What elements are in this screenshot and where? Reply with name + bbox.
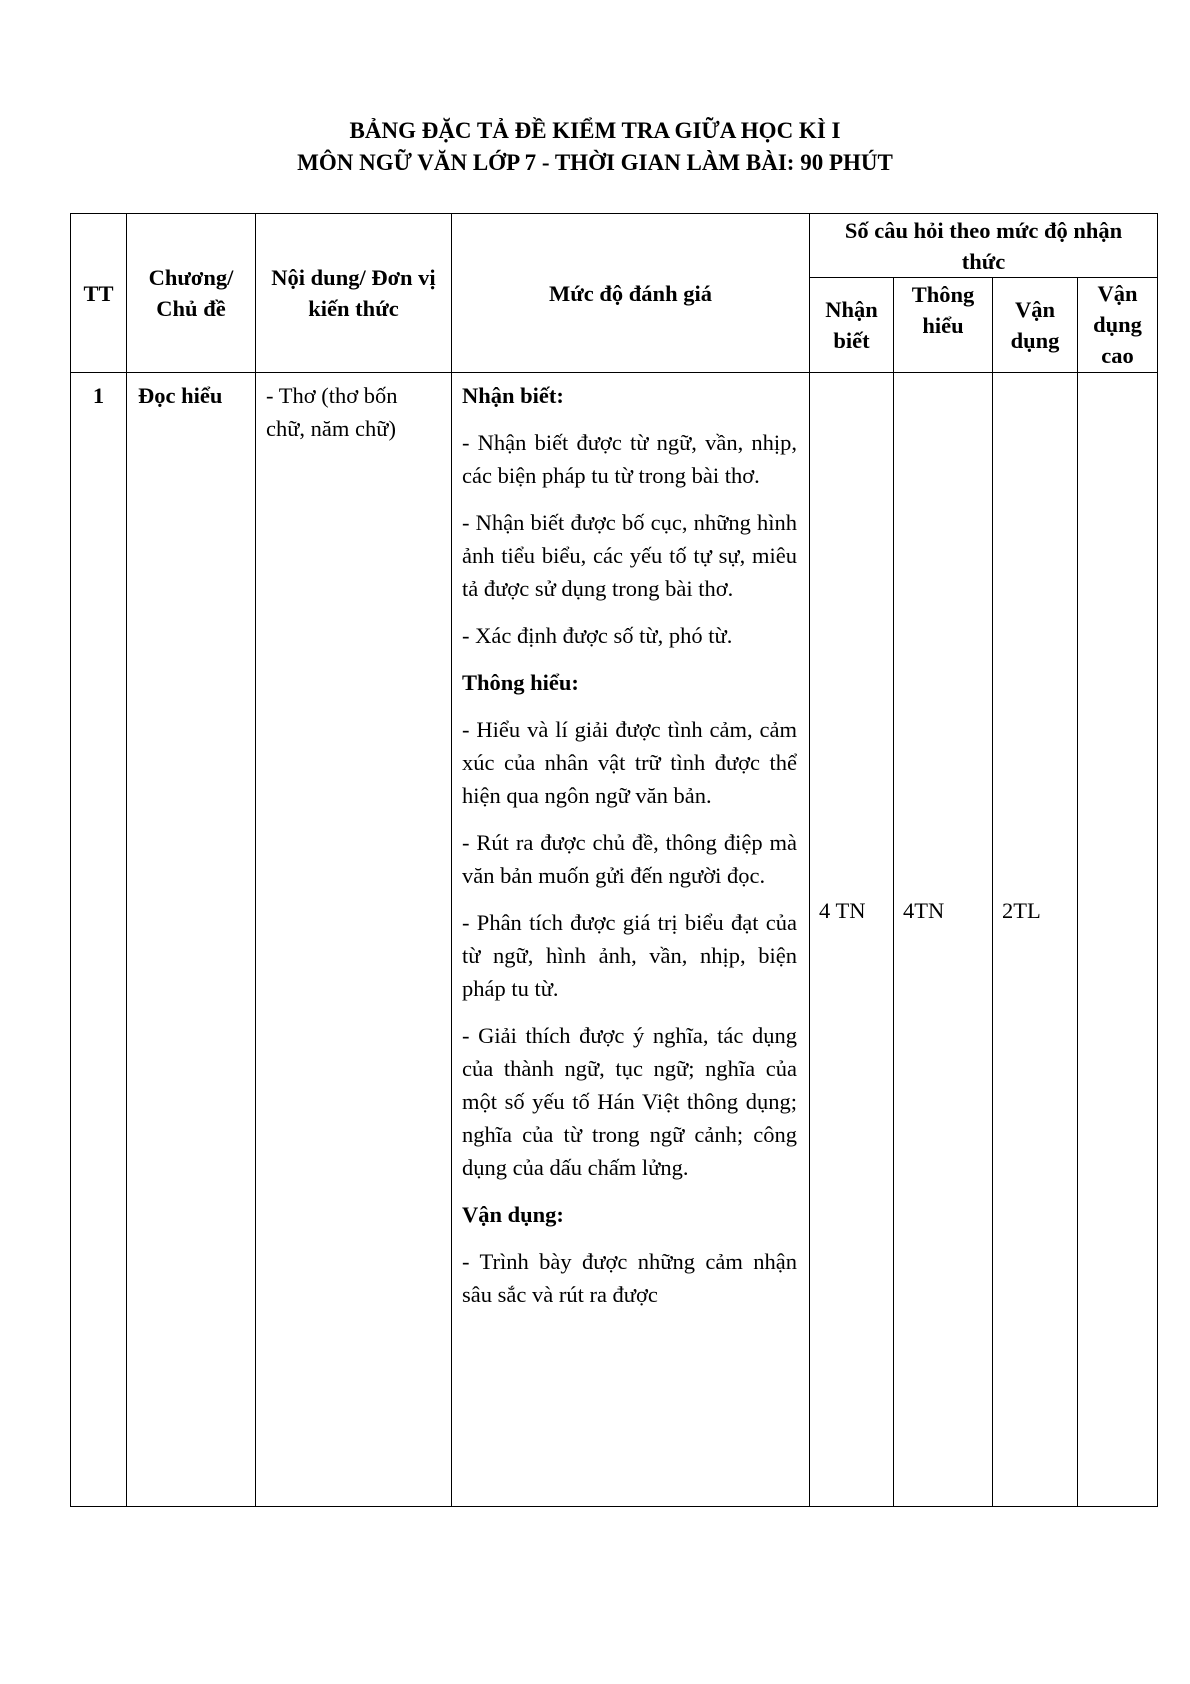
- header-so-cau-hoi: Số câu hỏi theo mức độ nhận thức: [810, 214, 1158, 278]
- muc-do-item: - Nhận biết được bố cục, những hình ảnh tiểu biểu, các yếu tố tự sự, miêu tả được sử dụng trong bài thơ.: [462, 510, 797, 601]
- muc-do-thong-hieu-heading: Thông hiểu:: [462, 670, 579, 695]
- row-muc-do-danh-gia: [452, 373, 810, 1507]
- muc-do-nhan-biet-heading: Nhận biết:: [462, 383, 564, 408]
- row-tt: 1: [71, 373, 127, 1507]
- muc-do-item: - Trình bày được những cảm nhận sâu sắc và rút ra được: [462, 1249, 797, 1307]
- specification-table: [70, 213, 1158, 1507]
- muc-do-item: - Nhận biết được từ ngữ, vần, nhịp, các biện pháp tu từ trong bài thơ.: [462, 430, 797, 488]
- muc-do-item: - Giải thích được ý nghĩa, tác dụng của thành ngữ, tục ngữ; nghĩa của một số yếu tố Hán Việt thông dụng; nghĩa của từ trong ngữ cảnh; công dụng của dấu chấm lửng.: [462, 1023, 797, 1180]
- muc-do-item: - Rút ra được chủ đề, thông điệp mà văn bản muốn gửi đến người đọc.: [462, 830, 797, 888]
- header-van-dung: Vận dụng: [993, 278, 1078, 373]
- muc-do-van-dung-heading: Vận dụng:: [462, 1202, 564, 1227]
- row-thong-hieu-count: 4TN: [894, 373, 993, 1507]
- header-nhan-biet: Nhận biết: [810, 278, 894, 373]
- header-chuong-chu-de: Chương/ Chủ đề: [127, 214, 256, 373]
- row-van-dung-count: 2TL: [993, 373, 1078, 1507]
- row-nhan-biet-count: 4 TN: [810, 373, 894, 1507]
- row-chuong-chu-de: Đọc hiểu: [127, 373, 256, 1507]
- header-thong-hieu: Thông hiểu: [894, 278, 993, 373]
- header-noi-dung: Nội dung/ Đơn vị kiến thức: [256, 214, 452, 373]
- document-title-line2: MÔN NGỮ VĂN LỚP 7 - THỜI GIAN LÀM BÀI: 90 PHÚT: [297, 150, 893, 175]
- muc-do-item: - Xác định được số từ, phó từ.: [462, 623, 733, 648]
- muc-do-item: - Phân tích được giá trị biểu đạt của từ ngữ, hình ảnh, vần, nhịp, biện pháp tu từ.: [462, 910, 797, 1001]
- document-title-line1: BẢNG ĐẶC TẢ ĐỀ KIỂM TRA GIỮA HỌC KÌ I: [349, 118, 841, 143]
- row-noi-dung: - Thơ (thơ bốn chữ, năm chữ): [256, 373, 452, 1507]
- header-muc-do-danh-gia: Mức độ đánh giá: [452, 214, 810, 373]
- table-row: [71, 373, 1158, 1507]
- muc-do-item: - Hiểu và lí giải được tình cảm, cảm xúc của nhân vật trữ tình được thể hiện qua ngôn ngữ văn bản.: [462, 717, 797, 808]
- row-van-dung-cao-count: [1078, 373, 1158, 1507]
- header-van-dung-cao: Vận dụng cao: [1078, 278, 1158, 373]
- header-tt: TT: [71, 214, 127, 373]
